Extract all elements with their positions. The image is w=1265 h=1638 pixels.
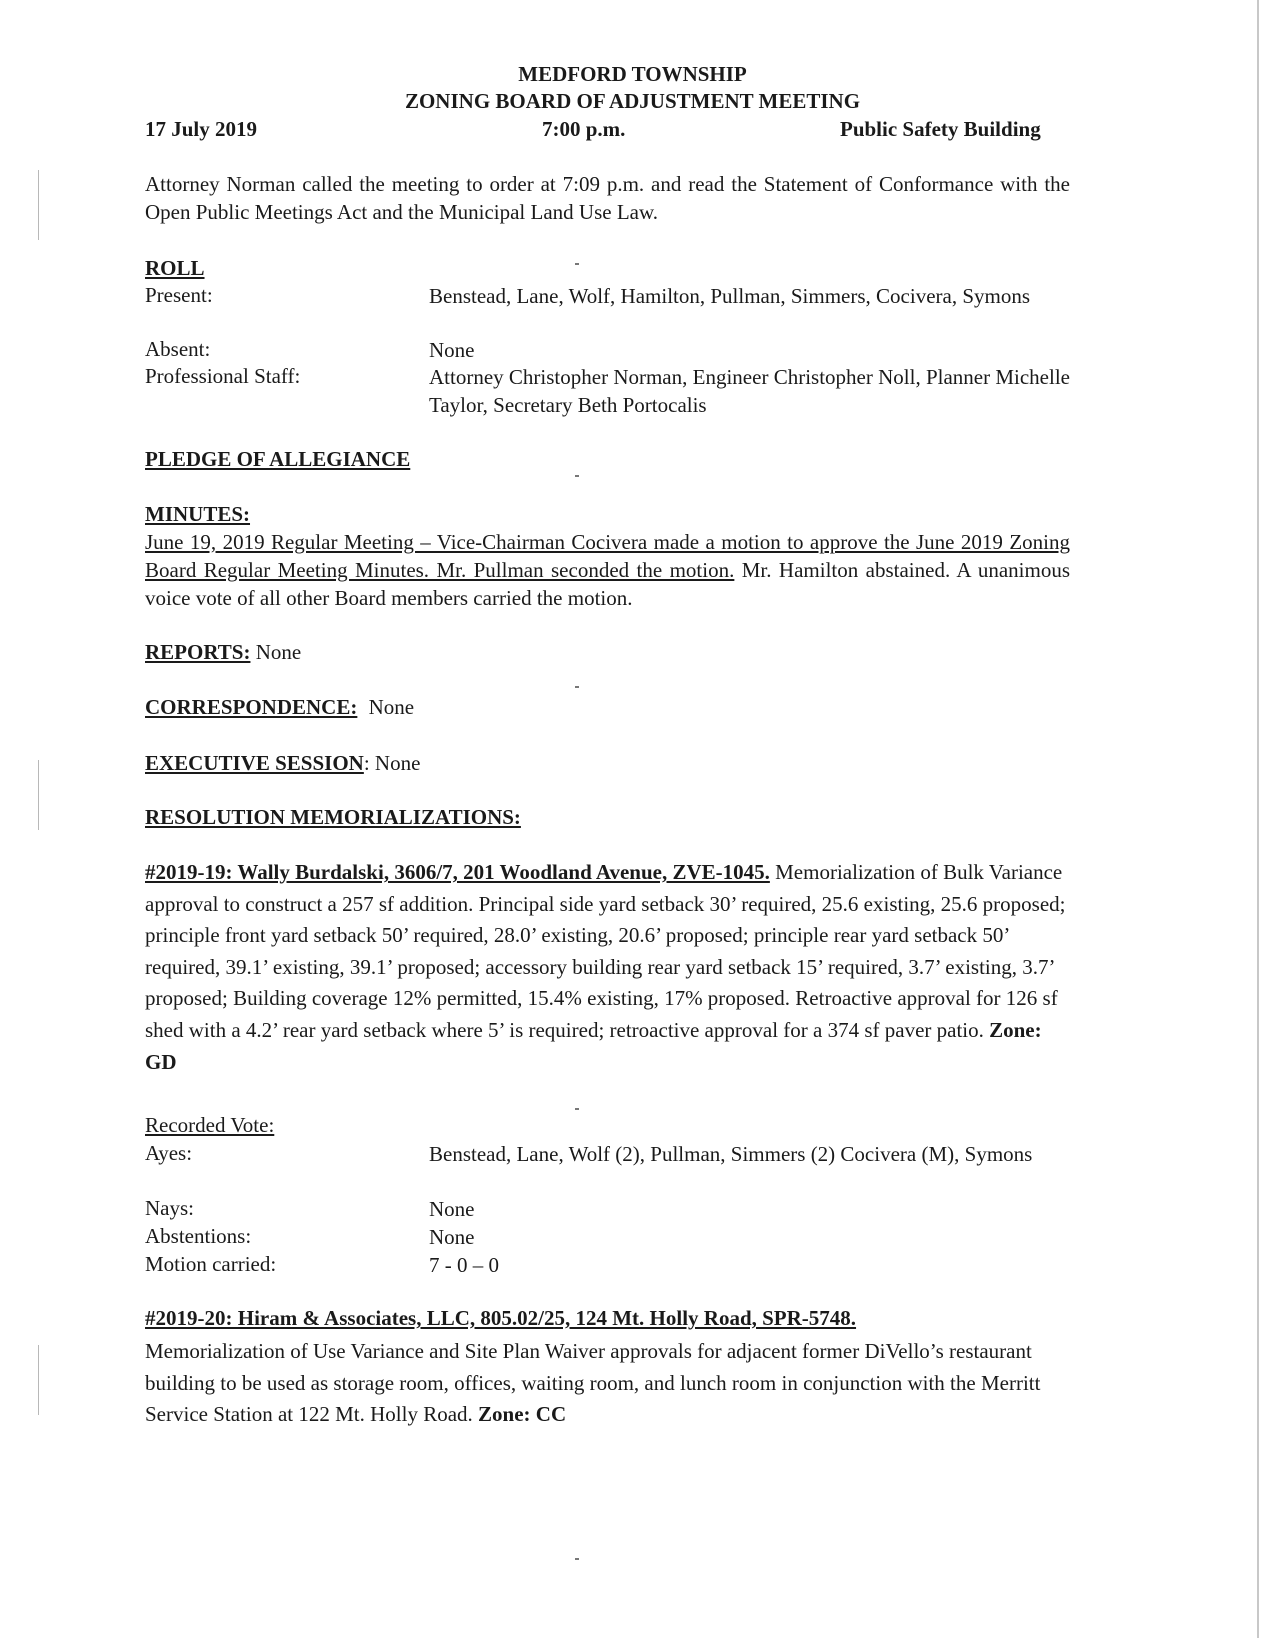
correspondence-line (145, 693, 414, 721)
res1-zone: Zone: GD (145, 1017, 1042, 1074)
scan-speck (575, 686, 579, 688)
scan-speck (575, 1558, 579, 1560)
org-title: MEDFORD TOWNSHIP (518, 62, 747, 86)
abstentions-value: None (429, 1225, 475, 1249)
present-label: Present: (145, 283, 213, 307)
scan-speck (575, 1108, 579, 1110)
executive-heading: EXECUTIVE SESSION (145, 751, 364, 775)
resolution-2019-20 (145, 1336, 1070, 1431)
res2-body: Memorialization of Use Variance and Site Plan Waiver approvals for adjacent former DiVello’s restaurant building to be used as storage room, offices, waiting room, and lunch room in conjunction with the Merritt Service Station at 122 Mt. Holly Road. (145, 1339, 1041, 1427)
executive-value: : None (363, 751, 421, 775)
ayes-label: Ayes: (145, 1141, 193, 1165)
scan-edge (1257, 0, 1259, 1638)
meeting-location: Public Safety Building (840, 117, 1041, 141)
correspondence-heading: CORRESPONDENCE: (145, 695, 358, 719)
scan-mark (38, 170, 39, 240)
scan-speck (575, 475, 579, 477)
abstentions-label: Abstentions: (145, 1224, 252, 1248)
meeting-time: 7:00 p.m. (542, 117, 626, 141)
executive-line (145, 749, 420, 777)
minutes-heading: MINUTES: (145, 502, 251, 526)
correspondence-value: None (368, 695, 415, 719)
scan-mark (38, 1345, 39, 1415)
scan-mark (38, 760, 39, 830)
res1-body: Memorialization of Bulk Variance approval to construct a 257 sf addition. Principal side yard setback 30’ required, 25.6 existing, 25.6 proposed; principle front yard setback 50’ required, 28.0’ existing, 20.6’ proposed; principle rear yard setback 50’ required, 39.1’ existing, 39.1’ proposed; accessory building rear yard setback 15’ required, 3.7’ existing, 3.7’ proposed; Building coverage 12% permitted, 15.4% existing, 17% proposed. Retroactive approval for 126 sf shed with a 4.2’ rear yard setback where 5’ is required; retroactive approval for a 374 sf paver patio. (145, 860, 1066, 1042)
reports-heading: REPORTS: (145, 640, 251, 664)
absent-label: Absent: (145, 337, 211, 361)
present-value: Benstead, Lane, Wolf, Hamilton, Pullman, Simmers, Cocivera, Symons (429, 284, 1031, 308)
reports-value: None (255, 640, 302, 664)
res2-zone: Zone: CC (478, 1402, 567, 1427)
vote-heading: Recorded Vote: (145, 1113, 275, 1137)
resolution-2019-19 (145, 857, 1070, 1078)
nays-value: None (429, 1197, 475, 1221)
reports-line (145, 638, 301, 666)
pledge-heading: PLEDGE OF ALLEGIANCE (145, 447, 411, 471)
meeting-title: ZONING BOARD OF ADJUSTMENT MEETING (404, 89, 861, 113)
meeting-date: 17 July 2019 (145, 117, 258, 141)
motion-carried-label: Motion carried: (145, 1252, 277, 1276)
minutes-paragraph (145, 528, 1070, 612)
ayes-value: Benstead, Lane, Wolf (2), Pullman, Simmers (2) Cocivera (M), Symons (429, 1142, 1033, 1166)
minutes-motion-text: June 19, 2019 Regular Meeting – Vice-Chairman Cocivera made a motion to approve the June 2019 Zoning Board Regular Meeting Minutes. Mr. Pullman seconded the motion. (145, 530, 1070, 582)
staff-value: Attorney Christopher Norman, Engineer Christopher Noll, Planner Michelle Taylor, Secretary Beth Portocalis (429, 365, 1070, 417)
resolutions-heading: RESOLUTION MEMORIALIZATIONS: (145, 805, 521, 829)
absent-value: None (429, 338, 475, 362)
minutes-vote-text: Mr. Hamilton abstained. A unanimous voice vote of all other Board members carried the motion. (145, 558, 1070, 610)
staff-label: Professional Staff: (145, 364, 301, 388)
res1-title: #2019-19: Wally Burdalski, 3606/7, 201 Woodland Avenue, ZVE-1045. (145, 860, 770, 884)
intro-paragraph: Attorney Norman called the meeting to order at 7:09 p.m. and read the Statement of Conformance with the Open Public Meetings Act and the Municipal Land Use Law. (145, 172, 1070, 224)
scan-speck (575, 263, 579, 265)
res2-title: #2019-20: Hiram & Associates, LLC, 805.02/25, 124 Mt. Holly Road, SPR-5748. (145, 1306, 857, 1330)
motion-carried-value: 7 - 0 – 0 (429, 1253, 499, 1277)
nays-label: Nays: (145, 1196, 194, 1220)
roll-heading: ROLL (145, 256, 205, 280)
